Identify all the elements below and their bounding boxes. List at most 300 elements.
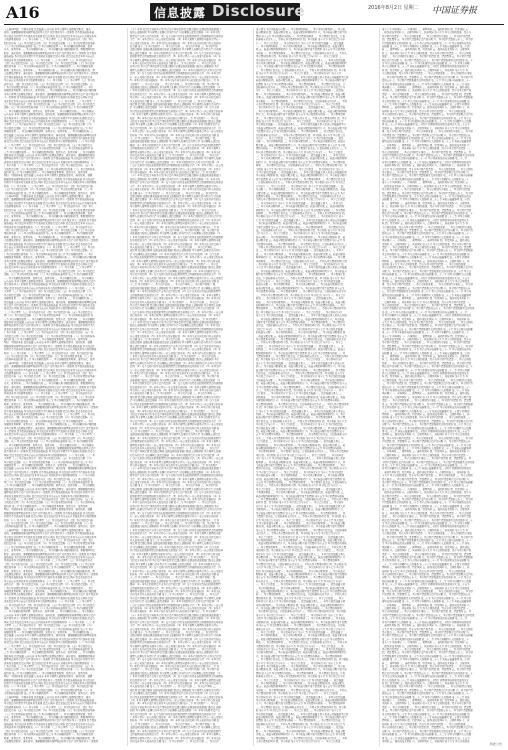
text-line: 时间、发售方式、发售对象 二、基金份额的认购 三、基金份额认购金额的限制 四、募 [4,736,95,740]
text-line: 益特征 第三节 基金份额的发售 一、基金份额的发售时间、发售方式、发售对象 二、 [4,504,94,508]
text-line: 绩比较基准 （八）基金的风险收益特征 第三节 基金份额的发售 一、基金份额的发售 [4,733,94,737]
text-line: 收 第十六节 基金的会计与审计 一、基金会计政策 二、基金的年度审计 第十七节 [256,72,342,76]
text-line: 最低收益 基金的过往业绩并不代表其将来表现 投资有风险 投资者在投资本基金前应认 [4,722,95,726]
text-line: 程序 六、基金收益分配中发生的费用 第十五节 基金的费用与税收 一、基金费用的种 [256,113,346,117]
text-line: 权证 （6）本基金在任何交易日买入权证的总金额 第十二节 基金的财产 一、基金资 [130,702,219,706]
text-line: 收益分配原则 四、收益分配方案 五、收益分配的时间和程序 六、基金收益分配中发生 [256,716,347,720]
text-line: 围 （六）基金的投资策略 （七）基金的业绩比较基准 （八）基金的风险收益特征 第 [4,314,94,318]
text-line: 他风险 第十九节 基金合同的变更、终止与基金财产的清算 一、基金合同的变更 二、 [382,416,472,420]
text-line: 方式 三、不列入基金费用的项目 四、基金税收 第十六节 基金的会计与审计 一、基 [256,436,344,440]
text-line: 用 第十五节 基金的费用与税收 一、基金费用的种类 二、基金费用计提方法、计提标 [256,624,346,628]
text-line: 险 二、管理风险 三、流动性风险 四、特定风险 五、操作或技术风险 六、合规性风 [382,355,470,358]
text-line: 、流动性风险 四、特定风险 五、操作或技术风险 六、合规性风险 七、其他风险 第 [382,317,470,321]
text-line: 基金资产 但不保证基金一定盈利 也不保证最低收益 基金的过往业绩并不代表其将来表 [4,637,95,641]
text-line: 险 二、管理风险 三、流动性风险 四、特定风险 五、操作或技术风险 六、合规性风 [382,48,470,52]
text-line: 一、市场风险 二、管理风险 三、流动性风险 四、特定风险 五、操作或技术风险 六 [382,297,470,301]
text-line: （四）基金的投资目标 （五）基金的投资范围 （六）基金的投资策略 （七）基金的业 [4,62,95,66]
text-line: 节 基金托管协议的内容摘要 第二十二节 对基金份额持有人的服务 第二十三节 其他 [382,82,470,86]
text-line: （十）本基金投资于其他基金的 基金资产净值比例 投资组合限制 法律法规或监管部门 [130,613,221,617]
text-line: 的证券 （5）本基金持有的全部权证 （6）本基金在任何交易日买入权证的总金额 第 [130,573,219,576]
text-line: 勤勉的原则管理和运用基金资产 但不保证基金一定盈利 也不保证最低收益 基金的过往 [4,511,95,515]
text-line: 本基金管理人依照恪尽职守、诚实信用、谨慎勤勉的原则管理和运用基金资产 但不保证基 [4,259,98,263]
text-line: 三）基金的运作方式 （四）基金的投资目标 （五）基金的投资范围 （六）基金的投资 [4,102,95,106]
text-line: 表其将来表现 投资有风险 投资者在投资本基金前应认真阅读本基金的招募说明书 （一 [4,160,95,164]
text-line: 整上述投资限制 （1）本基金的股票资产占基金资产的比例 （2）每个交易日日终在扣 [130,344,221,348]
text-line: 基金合同的终止事由 三、基金财产的清算 四、清算费用 五、基金财产清算剩余资产的 [382,573,473,576]
text-line: 险 七、其他风险 第十九节 基金合同的变更、终止与基金财产的清算 一、基金合同的 [382,205,472,209]
text-line: 收益分配的时间和程序 六、基金收益分配中发生的费用 第十五节 基金的费用与税收 [256,494,345,498]
column-text [256,28,378,743]
text-line: 费用的种类 二、基金费用计提方法、计提标准和支付方式 三、不列入基金费用的项目 [256,307,346,311]
text-line: 的交易保证金后 （3）本基金持有一家公司发行的证券 （4）本基金管理人管理的全部 [130,385,221,389]
text-line: 金后 （3）本基金持有一家公司发行的证券 （4）本基金管理人管理的全部基金持有一 [130,184,221,188]
text-line: 同内容摘要 第二十一节 基金托管协议的内容摘要 第二十二节 对基金份额持有人的服 [382,119,472,123]
text-line: 资组合限制 法律法规或监管部门取消上述限制的 基金管理人在履行适当程序后 可以调 [130,48,221,52]
text-line: 基金前应认真阅读本基金的招募说明书 （一）基金名称 （二）基金类型 （三）基金的 [4,579,95,583]
text-line: 益特征 第三节 基金份额的发售 一、基金份额的发售时间、发售方式、发售对象 二、 [4,337,94,341]
text-line: 、基金费用的种类 二、基金费用计提方法、计提标准和支付方式 三、不列入基金费用的 [256,450,349,454]
text-line: 险 二、管理风险 三、流动性风险 四、特定风险 五、操作或技术风险 六、合规性风 [382,661,470,665]
text-line: 十二节 基金的财产 一、基金资产总值 二、基金资产净值 三、基金财产的账户 四、 [130,429,218,433]
text-line: 资组合限制 法律法规或监管部门取消上述限制的 基金管理人在履行适当程序后 可以调 [130,341,221,345]
text-line: ）基金的业绩比较基准 （八）基金的风险收益特征 第三节 基金份额的发售 一、基金 [4,85,94,89]
text-line: 十九节 基金合同的变更、终止与基金财产的清算 一、基金合同的变更 二、基金合同的 [382,474,473,478]
text-line: 持有人的服务 第二十三节 其他应披露事项 第二十四节 招募说明书存放及查阅方式 [382,525,469,529]
text-line: 产清算账册及文件的保存 第二十节 基金合同内容摘要 第二十一节 基金托管协议的内 [382,501,472,505]
text-line: 管理人在履行适当程序后 可以调整上述投资限制 （1）本基金的股票资产占基金资产的 [130,508,222,512]
text-line: 支付方式 三、不列入基金费用的项目 四、基金税收 第十六节 基金的会计与审计 一 [256,532,344,536]
text-line: 策略 （七）基金的业绩比较基准 （八）基金的风险收益特征 第三节 基金份额的发售 [4,440,94,444]
text-line: 、流动性风险 四、特定风险 五、操作或技术风险 六、合规性风险 七、其他风险 第 [382,624,470,628]
text-line: 目 四、基金税收 第十六节 基金的会计与审计 一、基金会计政策 二、基金的年度审 [256,406,344,410]
text-line: 中发生的费用 第十五节 基金的费用与税收 一、基金费用的种类 二、基金费用计提方 [256,225,346,229]
text-line: 变更 二、基金合同的终止事由 三、基金财产的清算 四、清算费用 五、基金财产清算 [382,515,472,519]
text-line: 算的公告 七、基金财产清算账册及文件的保存 第二十节 基金合同内容摘要 第二十一 [382,79,472,83]
text-line: 金合同的变更、终止与基金财产的清算 一、基金合同的变更 二、基金合同的终止事由 [382,225,472,229]
text-line: 的构成 二、基金可供分配利润 三、基金收益分配原则 四、收益分配方案 五、收益分 [256,348,346,352]
text-line: 份额的发售时间、发售方式、发售对象 二、基金份额的认购 三、基金份额认购金额的限 [4,423,97,427]
text-line: 、计提标准和支付方式 三、不列入基金费用的项目 四、基金税收 第十六节 基金的会 [256,181,346,185]
text-line: 发行的证券 （4）本基金管理人管理的全部基金持有一家公司发行的证券 （5）本基金 [130,460,221,464]
text-line: 基金的过往业绩并不代表其将来表现 投资有风险 投资者在投资本基金前应认真阅读本基 [4,535,97,539]
text-line: 三）基金的运作方式 （四）基金的投资目标 （五）基金的投资范围 （六）基金的投资 [4,269,95,273]
text-line: 益分配原则 四、收益分配方案 五、收益分配的时间和程序 六、基金收益分配中发生的 [256,668,347,672]
text-line: 整上述投资限制 （1）本基金的股票资产占基金资产的比例 （2）每个交易日日终在扣 [130,491,221,495]
column-1 [4,28,126,746]
text-line: 分配 六、基金财产清算的公告 七、基金财产清算账册及文件的保存 第二十节 基金合 [382,116,472,120]
text-line: 买入权证的总金额 第十二节 基金的财产 一、基金资产总值 二、基金资产净值 三、 [130,99,218,103]
text-line: 也不保证最低收益 基金的过往业绩并不代表其将来表现 投资有风险 投资者在投资本 [4,576,93,580]
text-line: 最低收益 基金的过往业绩并不代表其将来表现 投资有风险 投资者在投资本基金前应认 [4,389,95,393]
text-line: 变更 二、基金合同的终止事由 三、基金财产的清算 四、清算费用 五、基金财产清算 [382,668,472,672]
text-line: 入基金费用的项目 四、基金税收 第十六节 基金的会计与审计 一、基金会计政策 二 [256,102,344,106]
text-line: 一、基金会计政策 二、基金的年度审计 第十七节 基金的信息披露 一、信息披露义 [256,630,343,634]
text-line: 三、基金收益分配原则 四、收益分配方案 五、收益分配的时间和程序 六、基金收益分 [256,269,347,273]
text-line: 基金的会计与审计 一、基金会计政策 二、基金的年度审计 第十七节 基金的信息披露 [256,375,346,379]
text-line: 、流动性风险 四、特定风险 五、操作或技术风险 六、合规性风险 七、其他风险 第 [382,164,470,168]
text-line: （四）基金的投资目标 （五）基金的投资范围 （六）基金的投资策略 （七）基金的业 [4,729,95,733]
text-line: 务 第二十三节 其他应披露事项 第二十四节 招募说明书存放及查阅方式 第二十五节 [382,583,470,587]
text-line: 剩余资产的分配 六、基金财产清算的公告 七、基金财产清算账册及文件的保存 第二十 [382,58,473,62]
text-line: 六、基金收益分配中发生的费用 第十五节 基金的费用与税收 一、基金费用的种类 [256,654,342,658]
text-line: 审计 一、基金会计政策 二、基金的年度审计 第十七节 基金的信息披露 一、信息披 [256,726,344,730]
text-line: （4）本基金管理人管理的全部基金持有一家公司发行的证券 （5）本基金持有的全部 [130,113,220,117]
text-line: 节 基金的收益与分配 一、基金利润的构成 二、基金可供分配利润 三、基金收益分配 [256,521,346,525]
text-line: 表其将来表现 投资有风险 投资者在投资本基金前应认真阅读本基金的招募说明书 （一 [4,494,95,498]
text-line: 基金的过往业绩并不代表其将来表现 投资有风险 投资者在投资本基金前应认真阅读本基 [4,201,97,205]
text-line: 和支付方式 三、不列入基金费用的项目 四、基金税收 第十六节 基金的会计与审计 [256,579,343,583]
text-line: 基金财产清算的公告 七、基金财产清算账册及文件的保存 第二十节 基金合同内容摘要 [382,481,473,485]
text-line: 也不保证最低收益 基金的过往业绩并不代表其将来表现 投资有风险 投资者在投资本 [4,75,93,79]
text-line: 基金收益分配中发生的费用 第十五节 基金的费用与税收 一、基金费用的种类 二、基 [256,511,346,515]
text-line: 节 基金托管协议的内容摘要 第二十二节 对基金份额持有人的服务 第二十三节 其他 [382,542,470,546]
text-line: 终止事由 三、基金财产的清算 四、清算费用 五、基金财产清算剩余资产的分配 六、 [382,171,472,175]
text-line: 勤勉的原则管理和运用基金资产 但不保证基金一定盈利 也不保证最低收益 基金的过往 [4,344,95,348]
text-line: 三节 基金份额的发售 一、基金份额的发售时间、发售方式、发售对象 二、基金份额的 [4,484,95,488]
text-line: 清算 一、基金合同的变更 二、基金合同的终止事由 三、基金财产的清算 四、清算费 [382,552,472,556]
text-line: 值比例 投资组合限制 法律法规或监管部门取消上述限制的 基金管理人在履行适当程序 [130,542,221,546]
text-line: 险 四、特定风险 五、操作或技术风险 六、合规性风险 七、其他风险 第十九节 基 [382,222,468,226]
text-line: 费用 第十五节 基金的费用与税收 一、基金费用的种类 二、基金费用计提方法、计提 [256,671,346,675]
text-line: 管理和运用基金资产 但不保证基金一定盈利 也不保证最低收益 基金的过往业绩并不代 [4,157,95,161]
text-line: ）每个交易日日终在扣除股指期货合约需缴纳的交易保证金后 （3）本基金持有一家公司 [130,603,224,607]
text-line: 定风险 五、操作或技术风险 六、合规性风险 七、其他风险 第十九节 基金合同的变 [382,586,470,590]
text-line: 及文件的保存 第二十节 基金合同内容摘要 第二十一节 基金托管协议的内容摘要 第 [382,99,470,103]
text-line: 分配方案 五、收益分配的时间和程序 六、基金收益分配中发生的费用 第十五节 基金 [256,191,346,195]
text-line: 金费用计提方法、计提标准和支付方式 三、不列入基金费用的项目 四、基金税收 第十 [256,515,347,519]
text-line: 分配利润 三、基金收益分配原则 四、收益分配方案 五、收益分配的时间和程序 六、 [256,508,346,512]
text-line: 公告内容 本基金管理人依照恪尽职守、诚实信用、谨慎勤勉的原则管理和运用基金资产 [4,113,96,117]
text-line: 更、终止与基金财产的清算 一、基金合同的变更 二、基金合同的终止事由 三、基金财 [382,436,473,440]
text-line: 日日终在扣除股指期货合约需缴纳的交易保证金后 （3）本基金持有一家公司发行的证券 [130,109,224,113]
text-line: 者在投资本基金前应认真阅读本基金的招募说明书 （一）基金名称 （二）基金类型 （ [4,266,95,270]
text-line: 七、基金财产清算账册及文件的保存 第二十节 基金合同内容摘要 第二十一节 基金托 [382,596,472,600]
text-line: 管协议的内容摘要 第二十二节 对基金份额持有人的服务 第二十三节 其他应披露事项 [382,293,472,297]
text-line: 收 一、基金费用的种类 二、基金费用计提方法、计提标准和支付方式 三、不列入基金 [256,593,347,597]
text-line: 股票资产占基金资产的比例 （2）每个交易日日终在扣除股指期货合约需缴纳的交易保证 [130,327,224,331]
text-line: 他基金的 基金资产净值比例 投资组合限制 法律法规或监管部门取消上述限制的 基金 [130,211,220,215]
text-line: 一、基金份额的发售时间、发售方式、发售对象 二、基金份额的认购 三、基金份额认 [4,276,94,280]
text-line: 供分配利润 三、基金收益分配原则 四、收益分配方案 五、收益分配的时间和程序 六 [256,555,346,559]
text-line: 对基金份额持有人的服务 第二十三节 其他应披露事项 第二十四节 招募说明书存放及 [382,160,472,164]
text-line: 可供分配利润 三、基金收益分配原则 四、收益分配方案 五、收益分配的时间和程序 [256,603,345,607]
text-line: 比例 （2）每个交易日日终在扣除股指期货合约需缴纳的交易保证金后 （3）本基金持 [130,511,221,515]
text-line: 术风险 六、合规性风险 七、其他风险 第十九节 基金合同的变更、终止与基金财产的 [382,702,472,706]
text-line: 持有的全部权证 （6）本基金在任何交易日买入权证的总金额 第十二节 基金的财产 [130,610,218,614]
text-line: 基金前应认真阅读本基金的招募说明书 （一）基金名称 （二）基金类型 （三）基金的 [4,246,95,249]
text-line: 金的投资范围 （六）基金的投资策略 （七）基金的业绩比较基准 （八）基金的风险收 [4,501,95,505]
text-line: 年度审计 第十七节 基金的信息披露 一、信息披露义务人 二、本基金信息披露义务人 [256,552,346,556]
text-line: 金的招募说明书 （一）基金名称 （二）基金类型 （三）基金的运作方式 （四）基金 [4,372,94,376]
text-line: （八）基金的风险收益特征 第三节 基金份额的发售 一、基金份额的发售时间、发售 [4,211,93,215]
text-line: 案 五、收益分配的时间和程序 六、基金收益分配中发生的费用 第十五节 基金的费用 [256,48,346,52]
text-line: （十）本基金投资于其他基金的 基金资产净值比例 投资组合限制 法律法规或监管部门 [130,174,221,178]
text-line: 三、基金财产的清算 四、清算费用 五、基金财产清算剩余资产的分配 六、基金财产清 [382,228,473,232]
section-title: 信息披露 [154,6,207,20]
text-line: 策 二、基金的年度审计 第十七节 基金的信息披露 一、信息披露义务人 二、本基金 [256,249,344,253]
text-line: 理风险 三、流动性风险 四、特定风险 五、操作或技术风险 六、合规性风险 七、其 [382,412,470,416]
text-line: 基金财产的清算 一、基金合同的变更 二、基金合同的终止事由 三、基金财产的清算 [382,647,471,651]
text-line: 四、清算费用 五、基金财产清算剩余资产的分配 六、基金财产清算的公告 七、基金财 [382,498,473,502]
text-line: 收益分配中发生的费用 第十五节 基金的费用与税收 一、基金费用的种类 二、基金费 [256,416,346,420]
text-line: 十九节 基金合同的变更、终止与基金财产的清算 一、基金合同的变更 二、基金合同的 [382,627,473,631]
text-line: （上接A15版） 中国证券报 信息披露 公告内容 本基金管理人依照恪尽职守、诚实 [4,695,91,699]
text-line: 金类型 （三）基金的运作方式 （四）基金的投资目标 （五）基金的投资范围 （六） [4,457,94,461]
text-line: 5版） 中国证券报 信息披露 公告内容 本基金管理人依照恪尽职守、诚实信用、谨慎 [4,341,93,345]
text-line: 金费用的种类 二、基金费用计提方法、计提标准和支付方式 三、不列入基金费用的项目 [256,355,349,358]
text-line: 配利润 三、基金收益分配原则 四、收益分配方案 五、收益分配的时间和程序 六、基 [256,460,346,464]
column-2 [130,28,252,746]
text-line: 三、基金财产的清算 四、清算费用 五、基金财产清算剩余资产的分配 六、基金财产清 [382,382,473,386]
text-line: 容摘要 第二十二节 对基金份额持有人的服务 第二十三节 其他应披露事项 第二十四 [382,658,470,662]
text-line: 基金资产的比例 （2）每个交易日日终在扣除股指期货合约需缴纳的交易保证金后 （3 [130,273,221,277]
text-line: 十二节 基金的财产 一、基金资产总值 二、基金资产净值 三、基金财产的账户 四、 [130,576,218,580]
text-line: 更、终止与基金财产的清算 一、基金合同的变更 二、基金合同的终止事由 三、基金财 [382,590,473,594]
text-line: 用 五、基金财产清算剩余资产的分配 六、基金财产清算的公告 七、基金财产清算账册 [382,96,473,100]
text-line: 金的招募说明书 （一）基金名称 （二）基金类型 （三）基金的运作方式 （四）基金 [4,38,94,42]
text-line: 益分配中发生的费用 第十五节 基金的费用与税收 一、基金费用的种类 二、基金费用 [256,368,346,372]
text-line: 权证 （6）本基金在任何交易日买入权证的总金额 第十二节 基金的财产 一、基金资 [130,555,219,559]
text-line: （上接A15版） 中国证券报 信息披露 公告内容 本基金管理人依照恪尽职守、诚实 [4,28,91,31]
text-line: 金后 （3）本基金持有一家公司发行的证券 （4）本基金管理人管理的全部基金持有一 [130,38,221,42]
text-line: 管理的全部基金持有一家公司发行的证券 （5）本基金持有的全部权证 （6）本基金在 [130,150,221,154]
text-line: 业绩并不代表其将来表现 投资有风险 投资者在投资本基金前应认真阅读本基金的招募说 [4,181,97,185]
text-line: 真阅读本基金的招募说明书 （一）基金名称 （二）基金类型 （三）基金的运作方式 [4,726,93,730]
text-line: 终止事由 三、基金财产的清算 四、清算费用 五、基金财产清算剩余资产的分配 六、 [382,477,472,481]
text-line: 也不保证最低收益 基金的过往业绩并不代表其将来表现 投资有风险 投资者在投资本 [4,242,93,246]
text-line: 取消上述限制的 基金管理人在履行适当程序后 可以调整上述投资限制 （1）本基金的 [130,31,220,35]
text-line: 第十八节 风险揭示 一、市场风险 二、管理风险 三、流动性风险 四、特定风险 五 [382,334,468,338]
text-line: 值比例 投资组合限制 法律法规或监管部门取消上述限制的 基金管理人在履行适当程序 [130,688,221,692]
text-line: 配 一、基金利润的构成 二、基金可供分配利润 三、基金收益分配原则 四、收益分配 [256,729,346,733]
text-line: 存 第二十节 基金合同内容摘要 第二十一节 基金托管协议的内容摘要 第二十二节 [382,617,468,621]
text-line: 利润的构成 二、基金可供分配利润 三、基金收益分配原则 四、收益分配方案 五、收 [256,443,346,447]
text-line: 险 二、管理风险 三、流动性风险 四、特定风险 五、操作或技术风险 六、合规性风 [382,201,470,205]
text-line: 算的公告 七、基金财产清算账册及文件的保存 第二十节 基金合同内容摘要 第二十一 [382,232,472,236]
text-line: 险 七、其他风险 第十九节 基金合同的变更、终止与基金财产的清算 一、基金合同的 [382,664,472,668]
text-line: 定风险 五、操作或技术风险 六、合规性风险 七、其他风险 第十九节 基金合同的变 [382,126,470,130]
text-line: 险 四、特定风险 五、操作或技术风险 六、合规性风险 七、其他风险 第十九节 基 [382,68,468,72]
text-line: 四、清算费用 五、基金财产清算剩余资产的分配 六、基金财产清算的公告 七、基金财 [382,651,473,655]
text-line: 时间、发售方式、发售对象 二、基金份额的认购 三、基金份额认购金额的限制 四、募 [4,68,95,72]
text-line: 信息披露 公告内容 本基金管理人依照恪尽职守、诚实信用、谨慎勤勉的原则管理和运用 [4,634,97,638]
text-line: 三）基金的运作方式 （四）基金的投资目标 （五）基金的投资范围 （六）基金的投资 [4,603,95,607]
text-line: 金的风险收益特征 第三节 基金份额的发售 一、基金份额的发售时间、发售方式、发售 [4,525,95,529]
text-line: 信用、谨慎勤勉的原则管理和运用基金资产 但不保证基金一定盈利 也不保证最低收益 [4,699,94,703]
text-line: （五）基金的投资范围 （六）基金的投资策略 （七）基金的业绩比较基准 （八）基 [4,188,93,192]
text-line: 最低收益 基金的过往业绩并不代表其将来表现 投资有风险 投资者在投资本基金前应认 [4,55,95,59]
text-line: 方案 五、收益分配的时间和程序 六、基金收益分配中发生的费用 第十五节 基金的费 [256,733,346,737]
text-line: （八）基金的风险收益特征 第三节 基金份额的发售 一、基金份额的发售时间、发售 [4,45,93,49]
text-line: 风险揭示 一、市场风险 二、管理风险 三、流动性风险 四、特定风险 五、操作或技 [382,545,470,549]
text-line: 同内容摘要 第二十一节 基金托管协议的内容摘要 第二十二节 对基金份额持有人的服 [382,579,472,583]
text-line: 、操作或技术风险 六、合规性风险 七、其他风险 第十九节 基金合同的变更、终止与 [382,337,472,341]
article-columns [4,28,504,746]
text-line: （二）基金类型 （三）基金的运作方式 （四）基金的投资目标 （五）基金的投资范 [4,477,93,481]
text-line: 收益分配方案 五、收益分配的时间和程序 六、基金收益分配中发生的费用 第十五节 [256,286,345,290]
text-line: 金的招募说明书 （一）基金名称 （二）基金类型 （三）基金的运作方式 （四）基金 [4,705,94,709]
text-line: 分配 一、基金利润的构成 二、基金可供分配利润 三、基金收益分配原则 四、收益分 [256,140,346,144]
text-line: 的费用 第十五节 基金的费用与税收 一、基金费用的种类 二、基金费用计提方法、计 [256,82,346,86]
text-line: 计政策 二、基金的年度审计 第十七节 基金的信息披露 一、信息披露义务人 二、本 [256,344,344,348]
text-line: 运作方式 （四）基金的投资目标 （五）基金的投资范围 （六）基金的投资策略 （七 [4,82,94,86]
text-line: 一、基金费用的种类 二、基金费用计提方法、计提标准和支付方式 三、不列入基金费用 [256,498,349,502]
text-line: 二、基金的年度审计 第十七节 基金的信息披露 一、信息披露义务人 二、本基金信息 [256,154,346,158]
text-line: 金的财产 一、基金资产总值 二、基金资产净值 三、基金财产的账户 四、基金财产的 [130,375,220,379]
text-line: 买入权证的总金额 第十二节 基金的财产 一、基金资产总值 二、基金资产净值 三、 [130,392,218,396]
text-line: 基金资产的比例 （2）每个交易日日终在扣除股指期货合约需缴纳的交易保证金后 （3 [130,419,221,423]
text-line: 节 基金合同内容摘要 第二十一节 基金托管协议的内容摘要 第二十二节 对基金份额 [382,368,470,372]
text-line: 持有人的服务 第二十三节 其他应披露事项 第二十四节 招募说明书存放及查阅方式 [382,65,469,69]
text-line: （十）本基金投资于其他基金的 基金资产净值比例 投资组合限制 法律法规或监管部门 [130,28,221,31]
text-line: 金一定盈利 也不保证最低收益 基金的过往业绩并不代表其将来表现 投资有风险 投资 [4,263,94,267]
text-line: 人依照恪尽职守、诚实信用、谨慎勤勉的原则管理和运用基金资产 但不保证基金一定盈利 [4,72,98,76]
text-line: 值比例 投资组合限制 法律法规或监管部门取消上述限制的 基金管理人在履行适当程序 [130,102,221,106]
text-line: 用 五、基金财产清算剩余资产的分配 六、基金财产清算的公告 七、基金财产清算账册 [382,402,473,406]
text-line: 最低收益 基金的过往业绩并不代表其将来表现 投资有风险 投资者在投资本基金前应认 [4,222,95,226]
text-line: 基金资产的比例 （2）每个交易日日终在扣除股指期货合约需缴纳的交易保证金后 （3 [130,712,221,716]
text-line: 金税收 第十六节 基金的会计与审计 一、基金会计政策 二、基金的年度审计 第十七 [256,167,344,171]
text-line: 、收益分配的时间和程序 六、基金收益分配中发生的费用 第十五节 基金的费用与税收 [256,542,347,546]
text-line: 的项目 四、基金税收 第十六节 基金的会计与审计 一、基金会计政策 二、基金的年 [256,501,344,505]
text-line: 定风险 五、操作或技术风险 六、合规性风险 七、其他风险 第十九节 基金合同的变 [382,280,470,284]
text-line: 现 投资有风险 投资者在投资本基金前应认真阅读本基金的招募说明书 （一）基金名称 [4,474,95,478]
text-line: 基金费用计提方法、计提标准和支付方式 三、不列入基金费用的项目 四、基金税收 第 [256,562,347,566]
text-line: 后 可以调整上述投资限制 （1）本基金的股票资产占基金资产的比例 （2）每个交易 [130,106,219,110]
text-line: （十）本基金投资于其他基金的 基金资产净值比例 投资组合限制 法律法规或监管部门 [130,467,221,471]
text-line: 持有人的服务 第二十三节 其他应披露事项 第二十四节 招募说明书存放及查阅方式 [382,678,469,682]
text-line: 取消上述限制的 基金管理人在履行适当程序后 可以调整上述投资限制 （1）本基金的 [130,177,220,181]
text-line: 产清算账册及文件的保存 第二十节 基金合同内容摘要 第二十一节 基金托管协议的内 [382,194,472,198]
text-line: 七、基金财产清算账册及文件的保存 第二十节 基金合同内容摘要 第二十一节 基金托 [382,137,472,140]
text-line: 十二节 基金的财产 一、基金资产总值 二、基金资产净值 三、基金财产的账户 四、 [130,283,218,287]
text-line: 金后 （3）本基金持有一家公司发行的证券 （4）本基金管理人管理的全部基金持有一 [130,331,221,335]
text-line: 十二节 基金的财产 一、基金资产总值 二、基金资产净值 三、基金财产的账户 四、 [130,722,218,726]
text-line: 七、基金财产清算账册及文件的保存 第二十节 基金合同内容摘要 第二十一节 基金托 [382,443,472,447]
text-line: 产清算账册及文件的保存 第二十节 基金合同内容摘要 第二十一节 基金托管协议的内 [382,348,472,352]
text-line: 比例 （2）每个交易日日终在扣除股指期货合约需缴纳的交易保证金后 （3）本基金持 [130,72,221,76]
text-line: 产的清算 四、清算费用 五、基金财产清算剩余资产的分配 六、基金财产清算的公告 [382,593,471,597]
text-line: 分配的时间和程序 六、基金收益分配中发生的费用 第十五节 基金的费用与税收 一、 [256,399,346,403]
text-line: 金财产清算剩余资产的分配 六、基金财产清算的公告 七、基金财产清算账册及文件的保 [382,307,475,311]
text-line: 分配 六、基金财产清算的公告 七、基金财产清算账册及文件的保存 第二十节 基金合 [382,729,472,733]
text-line: 基金资产的比例 （2）每个交易日日终在扣除股指期货合约需缴纳的交易保证金后 （3 [130,566,221,570]
text-line: 金一定盈利 也不保证最低收益 基金的过往业绩并不代表其将来表现 投资有风险 投资 [4,596,94,600]
text-line: 风险 投资者在投资本基金前应认真阅读本基金的招募说明书 （一）基金名称 （二）基 [4,453,95,457]
text-line: 运作方式 （四）基金的投资目标 （五）基金的投资范围 （六）基金的投资策略 （七 [4,583,94,587]
text-line: 用与税收 一、基金费用的种类 二、基金费用计提方法、计提标准和支付方式 三、不列 [256,736,347,740]
text-line: 基金的过往业绩并不代表其将来表现 投资有风险 投资者在投资本基金前应认真阅读本基 [4,34,97,38]
text-line: （八）基金的风险收益特征 第三节 基金份额的发售 一、基金份额的发售时间、发售 [4,545,93,549]
text-line: 四节 基金的收益与分配 一、基金利润的构成 二、基金可供分配利润 三、基金收益分 [256,569,346,573]
text-line: 费用 第十五节 基金的费用与税收 一、基金费用的种类 二、基金费用计提方法、计提 [256,34,346,38]
text-line: 金的财产 一、基金资产总值 二、基金资产净值 三、基金财产的账户 四、基金财产的 [130,668,220,672]
text-line: 七、基金财产清算账册及文件的保存 第二十节 基金合同内容摘要 第二十一节 基金托 [382,290,472,294]
text-line: 日日终在扣除股指期货合约需缴纳的交易保证金后 （3）本基金持有一家公司发行的证券 [130,402,224,406]
text-line: 与审计 一、基金会计政策 二、基金的年度审计 第十七节 基金的信息披露 一、信息 [256,137,344,140]
text-line: 金的收益与分配 一、基金利润的构成 二、基金可供分配利润 三、基金收益分配原则 [256,378,345,382]
text-line: （4）本基金管理人管理的全部基金持有一家公司发行的证券 （5）本基金持有的全部 [130,406,220,410]
text-line: 基金资产净值比例 投资组合限制 法律法规或监管部门取消上述限制的 基金管理人在履 [130,303,221,307]
text-line: 制的 基金管理人在履行适当程序后 可以调整上述投资限制 （1）本基金的股票资产占 [130,123,220,127]
text-line: 基金的收益与分配 一、基金利润的构成 二、基金可供分配利润 三、基金收益分配原 [256,474,345,478]
text-line: 一、市场风险 二、管理风险 三、流动性风险 四、特定风险 五、操作或技术风险 六 [382,603,470,607]
text-line: 基金合同的变更 二、基金合同的终止事由 三、基金财产的清算 四、清算费用 五、基 [382,303,472,307]
text-line: 总金额 第十二节 基金的财产 一、基金资产总值 二、基金资产净值 三、基金财产的 [130,337,218,341]
text-line: 资组合限制 法律法规或监管部门取消上述限制的 基金管理人在履行适当程序后 可以调 [130,634,221,638]
text-line: 管理的全部基金持有一家公司发行的证券 （5）本基金持有的全部权证 （6）本基金在 [130,736,221,740]
text-line: 的投资目标 （五）基金的投资范围 （六）基金的投资策略 （七）基金的业绩比较基准 [4,41,95,45]
text-line: 有一家公司发行的证券 （4）本基金管理人管理的全部基金持有一家公司发行的证券 （ [130,515,222,519]
text-line: 费用计提方法、计提标准和支付方式 三、不列入基金费用的项目 四、基金税收 第十六 [256,467,347,471]
text-line: 润的构成 二、基金可供分配利润 三、基金收益分配原则 四、收益分配方案 五、收益 [256,395,346,399]
text-line: 二十二节 对基金份额持有人的服务 第二十三节 其他应披露事项 第二十四节 招募说 [382,102,470,106]
column-text [382,28,504,743]
text-line: （四）基金的投资目标 （五）基金的投资范围 （六）基金的投资策略 （七）基金的业 [4,562,95,566]
text-line: （4）本基金管理人管理的全部基金持有一家公司发行的证券 （5）本基金持有的全部 [130,259,220,263]
text-line: 制的 基金管理人在履行适当程序后 可以调整上述投资限制 （1）本基金的股票资产占 [130,416,220,420]
text-line: 基金的费用与税收 一、基金费用的种类 二、基金费用计提方法、计提标准和支付方式 [256,337,346,341]
column-3 [256,28,378,746]
text-line: 限制 （1）本基金的股票资产占基金资产的比例 （2）每个交易日日终在扣除股指期货 [130,436,221,440]
text-line: 的证券 （5）本基金持有的全部权证 （6）本基金在任何交易日买入权证的总金额 第 [130,719,219,723]
text-line: 但不保证基金一定盈利 也不保证最低收益 基金的过往业绩并不代表其将来表现 投资有 [4,617,95,621]
text-line: 日日终在扣除股指期货合约需缴纳的交易保证金后 （3）本基金持有一家公司发行的证券 [130,695,224,699]
text-line: 基金的信息披露 一、信息披露义务人 二、本基金信息披露义务人承诺公开披露的基金信 [256,712,349,716]
text-line: 产清算账册及文件的保存 第二十节 基金合同内容摘要 第二十一节 基金托管协议的内 [382,41,472,45]
text-line: ）基金名称 （二）基金类型 （三）基金的运作方式 （四）基金的投资目标 （五）基 [4,164,94,168]
text-line: 度审计 第十七节 基金的信息披露 一、信息披露义务人 二、本基金信息披露义务人承 [256,504,346,508]
text-line: 基金前应认真阅读本基金的招募说明书 （一）基金名称 （二）基金类型 （三）基金的 [4,412,95,416]
text-line: 他风险 第十九节 基金合同的变更、终止与基金财产的清算 一、基金合同的变更 二、 [382,109,472,113]
text-line: 案 五、收益分配的时间和程序 六、基金收益分配中发生的费用 第十五节 基金的费用 [256,685,346,689]
text-line: 节 基金的费用与税收 一、基金费用的种类 二、基金费用计提方法、计提标准和支付方 [256,385,347,389]
text-line: 、基金利润的构成 二、基金可供分配利润 三、基金收益分配原则 四、收益分配方案 [256,586,345,590]
text-line: 的投资目标 （五）基金的投资范围 （六）基金的投资策略 （七）基金的业绩比较基准 [4,375,95,379]
text-line: 金类型 （三）基金的运作方式 （四）基金的投资目标 （五）基金的投资范围 （六） [4,123,94,127]
text-line: 金的财产 一、基金资产总值 二、基金资产净值 三、基金财产的账户 四、基金财产的 [130,521,220,525]
text-line: 人依照恪尽职守、诚实信用、谨慎勤勉的原则管理和运用基金资产 但不保证基金一定盈利 [4,406,98,410]
issue-date: 2016年8月2日 星期二 [368,5,419,11]
text-line: 三、不列入基金费用的项目 四、基金税收 第十六节 基金的会计与审计 一、基金会计 [256,293,346,297]
text-line: 除股指期货合约需缴纳的交易保证金后 （3）本基金持有一家公司发行的证券 （4）本 [130,201,221,205]
text-line: 基金利润的构成 二、基金可供分配利润 三、基金收益分配原则 四、收益分配方案 五 [256,538,346,542]
text-line: 本基金管理人依照恪尽职守、诚实信用、谨慎勤勉的原则管理和运用基金资产 但不保证基 [4,92,98,96]
text-line: 、流动性风险 四、特定风险 五、操作或技术风险 六、合规性风险 七、其他风险 第 [382,470,470,474]
text-line: 计提方法、计提标准和支付方式 三、不列入基金费用的项目 四、基金税收 第十六节 [256,372,345,376]
column-text [130,28,252,743]
text-line: （4）本基金管理人管理的全部基金持有一家公司发行的证券 （5）本基金持有的全部 [130,699,220,703]
text-line: （五）基金的投资范围 （六）基金的投资策略 （七）基金的业绩比较基准 （八）基 [4,688,93,692]
text-line: 基金可供分配利润 三、基金收益分配原则 四、收益分配方案 五、收益分配的时间和程 [256,699,347,703]
text-line: 五节 基金的费用与税收 一、基金费用的种类 二、基金费用计提方法、计提标准和支付 [256,433,347,437]
text-line: 但不保证基金一定盈利 也不保证最低收益 基金的过往业绩并不代表其将来表现 投资有 [4,283,95,287]
text-line: 基金管理人管理的全部基金持有一家公司发行的证券 （5）本基金持有的全部权证 （6 [130,351,221,355]
text-line: 一、市场风险 二、管理风险 三、流动性风险 四、特定风险 五、操作或技术风险 六 [382,143,470,147]
text-line: 及文件的保存 第二十节 基金合同内容摘要 第二十一节 基金托管协议的内容摘要 第 [382,406,470,410]
text-line: 本基金管理人依照恪尽职守、诚实信用、谨慎勤勉的原则管理和运用基金资产 但不保证基 [4,426,98,430]
text-line: 基金资产 但不保证基金一定盈利 也不保证最低收益 基金的过往业绩并不代表其将来表 [4,137,95,140]
text-line: 管理人在履行适当程序后 可以调整上述投资限制 （1）本基金的股票资产占基金资产的 [130,215,222,219]
text-line: 基金的费用与税收 一、基金费用的种类 二、基金费用计提方法、计提标准和支付方式 [256,290,346,294]
text-line: 险 四、特定风险 五、操作或技术风险 六、合规性风险 七、其他风险 第十九节 基 [382,375,468,379]
text-line: 基金财产的清算 一、基金合同的变更 二、基金合同的终止事由 三、基金财产的清算 [382,341,471,345]
text-line: 持有人的服务 第二十三节 其他应披露事项 第二十四节 招募说明书存放及查阅方式 [382,218,469,222]
text-line: 制的 基金管理人在履行适当程序后 可以调整上述投资限制 （1）本基金的股票资产占 [130,562,220,566]
text-line: 基金资产净值比例 投资组合限制 法律法规或监管部门取消上述限制的 基金管理人在履 [130,596,221,600]
text-line: 法律法规或监管部门取消上述限制的 基金管理人在履行适当程序后 可以调整上述投资 [130,726,220,730]
text-line: 金的风险收益特征 第三节 基金份额的发售 一、基金份额的发售时间、发售方式、发售 [4,692,95,696]
